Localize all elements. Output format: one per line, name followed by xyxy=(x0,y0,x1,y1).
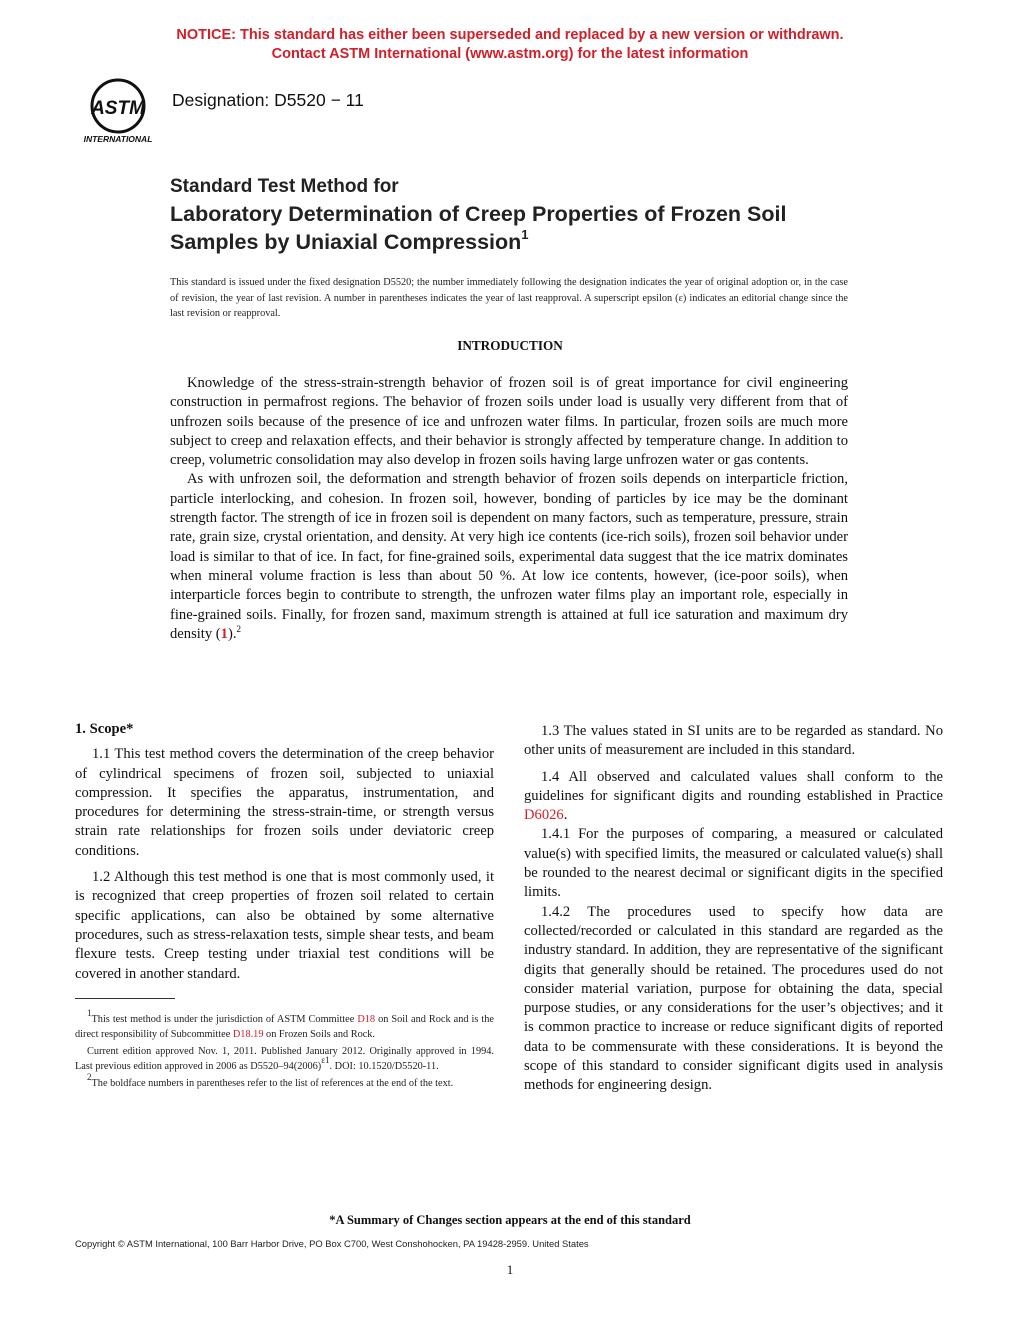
intro-paragraph-2 xyxy=(170,470,848,644)
section-1-4-1: 1.4.1 For the purposes of comparing, a measured or calculated value(s) with specified limits, the measured or calculated value(s) shall be rounded to the nearest decimal or significant digits in the specified limits. xyxy=(524,826,943,901)
epsilon-mark: ε1 xyxy=(321,1055,330,1065)
section-1-4-text: 1.4 All observed and calculated values shall conform to the guidelines for significant digits and rounding established in Practice xyxy=(524,768,943,804)
title-line-3-text: Samples by Uniaxial Compression xyxy=(170,230,522,254)
notice-line-1: NOTICE: This standard has either been superseded and replaced by a new version or withdrawn. xyxy=(176,27,844,43)
logo-text: ASTM xyxy=(91,98,145,119)
introduction-heading: INTRODUCTION xyxy=(457,338,563,353)
section-1-1: 1.1 This test method covers the determination of the creep behavior of cylindrical specimens of frozen soil, subjected to uniaxial compression. It specifies the apparatus, instrumentation, and procedures for determining the stress-strain-time, or strength versus strain rate relationships for frozen soils under deviatoric creep conditions. xyxy=(75,746,494,859)
subcommittee-d18-19-link[interactable]: D18.19 xyxy=(232,1029,264,1040)
title-line-1: Standard Test Method for xyxy=(170,176,399,197)
footnote-divider xyxy=(75,998,175,999)
committee-d18-link[interactable]: D18 xyxy=(357,1014,376,1025)
intro-p2-text: As with unfrozen soil, the deformation and strength behavior of frozen soils depends on interparticle friction, particle interlocking, and cohesion. In frozen soil, however, bonding of particles by ice may be the dominant strength factor. The strength of ice in frozen soil is dependent on many factors, such as temperature, pressure, strain rate, grain size, crystal orientation, and density. At very high ice contents (ice-rich soils), frozen soil behavior under load is similar to that of ice. In fact, for fine-grained soils, experimental data suggest that the ice matrix dominates when mineral volume fraction is less than about 50 %. At low ice contents, however, (ice-poor soils), when interparticle forces begin to contribute to strength, the unfrozen water films play an important role, especially in fine-grained soils. Finally, for frozen sand, maximum strength is attained at full ice saturation and maximum dry density ( xyxy=(170,471,848,642)
copyright-line: Copyright © ASTM International, 100 Barr Harbor Drive, PO Box C700, West Conshohocken, PA 19428-2959. United States xyxy=(75,1238,589,1249)
title-line-3 xyxy=(170,228,890,256)
issued-note: This standard is issued under the fixed designation D5520; the number immediately following the designation indicates the year of original adoption or, in the case of revision, the year of last revision. A number in parentheses indicates the year of last reapproval. A superscript epsilon (ε) indicates an editorial change since the last revision or reapproval. xyxy=(170,277,848,319)
astm-logo-icon xyxy=(74,76,162,146)
notice-line-2: Contact ASTM International (www.astm.org) for the latest information xyxy=(271,46,749,62)
footnote-1-text-c: on Frozen Soils and Rock. xyxy=(263,1029,376,1040)
edition-text: Current edition approved Nov. 1, 2011. Published January 2012. Originally approved in 1994. Last previous edition approved in 2006 as D5520–94(2006) xyxy=(75,1046,494,1072)
designation: Designation: D5520 − 11 xyxy=(172,90,364,110)
intro-paragraph-1: Knowledge of the stress-strain-strength behavior of frozen soil is of great importance for civil engineering construction in permafrost regions. The behavior of frozen soils under load is usually very different from that of unfrozen soils because of the presence of ice and unfrozen water films. In particular, frozen soils are much more subject to creep and relaxation effects, and their behavior is strongly affected by temperature change. In addition to creep, volumetric consolidation may also develop in frozen soils having large unfrozen water or gas contents. xyxy=(170,375,848,469)
reference-link-1[interactable]: 1 xyxy=(220,625,228,642)
title-footnote-mark: 1 xyxy=(521,227,529,242)
footnote-2-mark: 2 xyxy=(87,1072,92,1082)
introduction-body xyxy=(170,374,848,644)
withdrawal-notice xyxy=(0,26,1020,64)
page-number: 1 xyxy=(506,1262,514,1277)
footnotes xyxy=(75,1008,494,1093)
section-1-2: 1.2 Although this test method is one that is most commonly used, it is recognized that creep properties of frozen soil related to certain specific applications, can also be obtained by some alternative procedures, such as stress-relaxation tests, simple shear tests, and beam flexure tests. Creep testing under triaxial test conditions will be covered in another standard. xyxy=(75,869,494,982)
footnote-mark-2: 2 xyxy=(236,623,241,634)
footnote-2-text: The boldface numbers in parentheses refer to the list of references at the end of the text. xyxy=(91,1078,454,1089)
scope-heading: 1. Scope* xyxy=(75,721,134,737)
document-title xyxy=(170,174,890,256)
footnote-1 xyxy=(75,1008,494,1042)
left-column xyxy=(75,720,494,991)
footnote-1-text-a: This test method is under the jurisdiction of ASTM Committee xyxy=(91,1014,358,1025)
summary-of-changes-note: *A Summary of Changes section appears at the end of this standard xyxy=(329,1213,691,1227)
footnote-1-edition xyxy=(75,1044,494,1074)
intro-p2-end: ). xyxy=(227,625,237,642)
section-1-4-end: . xyxy=(563,807,568,824)
logo-subtext: INTERNATIONAL xyxy=(83,134,153,144)
section-1-4-2: 1.4.2 The procedures used to specify how data are collected/recorded or calculated in this standard are regarded as the industry standard. In addition, they are representative of the significant digits that generally should be retained. The procedures used do not consider material variation, purpose for obtaining the data, special purpose studies, or any considerations for the user’s objectives; and it is common practice to increase or reduce significant digits of reported data to be commensurate with these considerations. It is beyond the scope of this standard to consider significant digits used in analysis methods for engineering design. xyxy=(524,903,943,1094)
footnote-1-text-b: on Soil and Rock and is the direct responsibility of Subcommittee xyxy=(75,1014,494,1040)
section-1-3: 1.3 The values stated in SI units are to be regarded as standard. No other units of measurement are included in this standard. xyxy=(524,723,943,759)
footnote-1-mark: 1 xyxy=(87,1008,92,1018)
doi-text: . DOI: 10.1520/D5520-11. xyxy=(329,1061,439,1072)
footnote-2 xyxy=(75,1072,494,1091)
title-line-2: Laboratory Determination of Creep Properties of Frozen Soil xyxy=(170,202,787,226)
section-1-4 xyxy=(524,768,943,826)
practice-d6026-link[interactable]: D6026 xyxy=(524,807,564,824)
right-column xyxy=(524,722,943,1103)
